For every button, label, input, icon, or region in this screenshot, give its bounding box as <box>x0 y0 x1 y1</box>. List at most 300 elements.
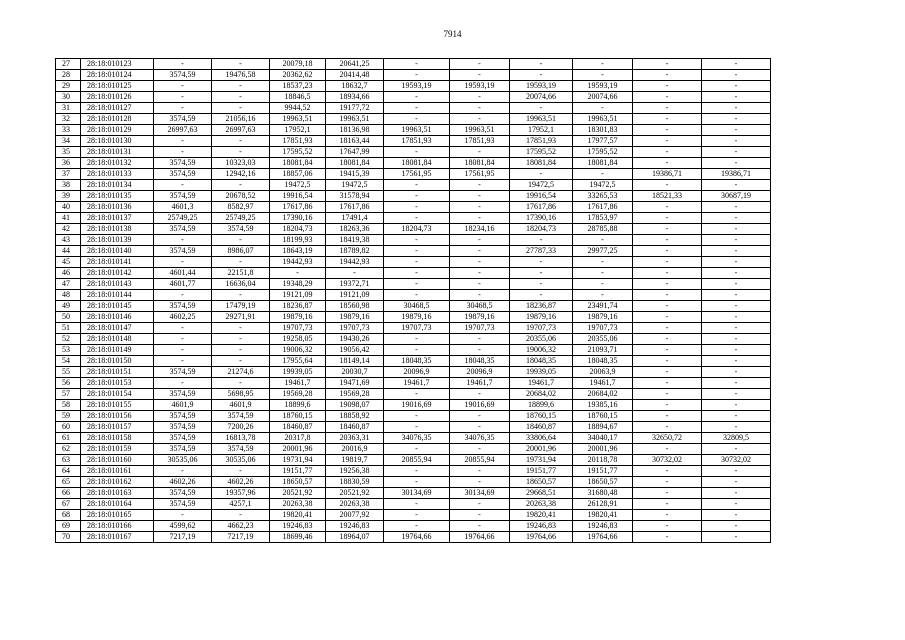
row-number-cell: 44 <box>56 246 81 257</box>
value-cell: 34040,17 <box>573 433 633 444</box>
table-row <box>56 279 771 290</box>
value-cell: 19593,19 <box>450 81 510 92</box>
value-cell: - <box>450 389 510 400</box>
row-number-cell: 39 <box>56 191 81 202</box>
value-cell: 19764,66 <box>510 532 573 543</box>
value-cell: - <box>212 92 270 103</box>
value-cell: - <box>702 70 771 81</box>
value-cell: - <box>633 345 702 356</box>
row-number-cell: 40 <box>56 202 81 213</box>
value-cell: 19098,07 <box>326 400 384 411</box>
value-cell: 19731,94 <box>270 455 326 466</box>
value-cell: 18964,07 <box>326 532 384 543</box>
value-cell: 21093,71 <box>573 345 633 356</box>
value-cell: - <box>154 92 212 103</box>
value-cell: - <box>702 59 771 70</box>
cadastral-code-cell: 28:18:010154 <box>81 389 154 400</box>
value-cell: - <box>384 521 450 532</box>
value-cell: 20118,78 <box>573 455 633 466</box>
value-cell: 33265,53 <box>573 191 633 202</box>
value-cell: - <box>573 257 633 268</box>
value-cell: - <box>450 411 510 422</box>
value-cell: - <box>212 81 270 92</box>
value-cell: 4257,1 <box>212 499 270 510</box>
cadastral-code-cell: 28:18:010150 <box>81 356 154 367</box>
value-cell: - <box>633 81 702 92</box>
value-cell: 20317,8 <box>270 433 326 444</box>
value-cell: - <box>702 521 771 532</box>
value-cell: 3574,59 <box>154 224 212 235</box>
value-cell: 17647,99 <box>326 147 384 158</box>
cadastral-code-cell: 28:18:010160 <box>81 455 154 466</box>
value-cell: - <box>702 125 771 136</box>
value-cell: - <box>702 499 771 510</box>
cadastral-code-cell: 28:18:010137 <box>81 213 154 224</box>
value-cell: 19707,73 <box>384 323 450 334</box>
value-cell: - <box>212 323 270 334</box>
value-cell: 19916,54 <box>510 191 573 202</box>
row-number-cell: 52 <box>56 334 81 345</box>
value-cell: 19121,09 <box>270 290 326 301</box>
value-cell: - <box>633 224 702 235</box>
value-cell: 18650,57 <box>573 477 633 488</box>
value-cell: - <box>450 477 510 488</box>
value-cell: 20521,92 <box>326 488 384 499</box>
value-cell: - <box>212 510 270 521</box>
value-cell: - <box>633 114 702 125</box>
value-cell: 19707,73 <box>326 323 384 334</box>
value-cell: 25749,25 <box>212 213 270 224</box>
value-cell: 17617,86 <box>270 202 326 213</box>
value-cell: - <box>450 466 510 477</box>
value-cell: 30732,02 <box>633 455 702 466</box>
value-cell: 17617,86 <box>573 202 633 213</box>
value-cell: 18236,87 <box>510 301 573 312</box>
value-cell: - <box>450 147 510 158</box>
value-cell: 18263,36 <box>326 224 384 235</box>
value-cell: 19151,77 <box>270 466 326 477</box>
value-cell: - <box>702 180 771 191</box>
value-cell: 30535,06 <box>154 455 212 466</box>
value-cell: - <box>154 334 212 345</box>
value-cell: 21056,16 <box>212 114 270 125</box>
value-cell: 19764,66 <box>450 532 510 543</box>
value-cell: 18650,57 <box>270 477 326 488</box>
value-cell: - <box>633 257 702 268</box>
value-cell: - <box>702 268 771 279</box>
row-number-cell: 35 <box>56 147 81 158</box>
row-number-cell: 57 <box>56 389 81 400</box>
value-cell: - <box>384 213 450 224</box>
value-cell: 34076,35 <box>384 433 450 444</box>
value-cell: 19151,77 <box>573 466 633 477</box>
cadastral-code-cell: 28:18:010130 <box>81 136 154 147</box>
value-cell: 18560,98 <box>326 301 384 312</box>
value-cell: - <box>633 400 702 411</box>
value-cell: - <box>633 422 702 433</box>
value-cell: 32809,5 <box>702 433 771 444</box>
value-cell: 3574,59 <box>154 444 212 455</box>
cadastral-code-cell: 28:18:010136 <box>81 202 154 213</box>
value-cell: 3574,59 <box>154 488 212 499</box>
value-cell: 19879,16 <box>270 312 326 323</box>
cadastral-code-cell: 28:18:010126 <box>81 92 154 103</box>
table-row <box>56 367 771 378</box>
value-cell: 20263,38 <box>270 499 326 510</box>
value-cell: - <box>450 334 510 345</box>
data-table <box>55 58 771 543</box>
value-cell: - <box>633 125 702 136</box>
value-cell: 3574,59 <box>154 158 212 169</box>
row-number-cell: 47 <box>56 279 81 290</box>
value-cell: - <box>510 279 573 290</box>
value-cell: 17561,95 <box>384 169 450 180</box>
value-cell: - <box>633 466 702 477</box>
value-cell: 17479,19 <box>212 301 270 312</box>
value-cell: 4602,25 <box>154 312 212 323</box>
value-cell: 19461,7 <box>573 378 633 389</box>
table-row <box>56 323 771 334</box>
value-cell: - <box>450 345 510 356</box>
value-cell: 20077,92 <box>326 510 384 521</box>
value-cell: 3574,59 <box>154 422 212 433</box>
value-cell: 3574,59 <box>154 114 212 125</box>
value-cell: 20678,52 <box>212 191 270 202</box>
value-cell: - <box>384 268 450 279</box>
value-cell: - <box>702 323 771 334</box>
value-cell: - <box>450 70 510 81</box>
value-cell: - <box>154 466 212 477</box>
value-cell: - <box>384 334 450 345</box>
value-cell: 7217,19 <box>212 532 270 543</box>
value-cell: - <box>510 268 573 279</box>
value-cell: 19246,83 <box>510 521 573 532</box>
value-cell: 20263,38 <box>510 499 573 510</box>
value-cell: - <box>450 290 510 301</box>
table-row <box>56 59 771 70</box>
row-number-cell: 66 <box>56 488 81 499</box>
value-cell: 30732,02 <box>702 455 771 466</box>
value-cell: - <box>510 290 573 301</box>
table-row <box>56 290 771 301</box>
value-cell: - <box>450 499 510 510</box>
value-cell: - <box>702 114 771 125</box>
table-row <box>56 334 771 345</box>
value-cell: - <box>633 510 702 521</box>
table-row <box>56 114 771 125</box>
value-cell: 20684,02 <box>510 389 573 400</box>
value-cell: 18048,35 <box>450 356 510 367</box>
value-cell: 26128,91 <box>573 499 633 510</box>
value-cell: 19939,05 <box>510 367 573 378</box>
value-cell: 20362,62 <box>270 70 326 81</box>
row-number-cell: 33 <box>56 125 81 136</box>
value-cell: 25749,25 <box>154 213 212 224</box>
value-cell: - <box>702 444 771 455</box>
cadastral-code-cell: 28:18:010124 <box>81 70 154 81</box>
value-cell: 18760,15 <box>510 411 573 422</box>
value-cell: - <box>702 378 771 389</box>
table-row <box>56 191 771 202</box>
table-row <box>56 400 771 411</box>
value-cell: 18081,84 <box>450 158 510 169</box>
row-number-cell: 28 <box>56 70 81 81</box>
value-cell: 18857,06 <box>270 169 326 180</box>
value-cell: - <box>384 444 450 455</box>
value-cell: 19357,96 <box>212 488 270 499</box>
table-row <box>56 92 771 103</box>
page-number: 7914 <box>443 29 462 39</box>
value-cell: 18081,84 <box>510 158 573 169</box>
value-cell: 19461,7 <box>270 378 326 389</box>
cadastral-code-cell: 28:18:010149 <box>81 345 154 356</box>
value-cell: - <box>154 510 212 521</box>
value-cell: 19430,26 <box>326 334 384 345</box>
value-cell: - <box>154 290 212 301</box>
value-cell: - <box>212 147 270 158</box>
value-cell: - <box>450 191 510 202</box>
value-cell: - <box>633 180 702 191</box>
table-row <box>56 103 771 114</box>
value-cell: - <box>270 268 326 279</box>
value-cell: 19461,7 <box>510 378 573 389</box>
value-cell: - <box>450 510 510 521</box>
value-cell: 3574,59 <box>212 224 270 235</box>
value-cell: 8582,97 <box>212 202 270 213</box>
value-cell: - <box>702 477 771 488</box>
value-cell: 18934,66 <box>326 92 384 103</box>
value-cell: - <box>633 499 702 510</box>
value-cell: 3574,59 <box>154 169 212 180</box>
value-cell: - <box>384 70 450 81</box>
value-cell: - <box>326 268 384 279</box>
value-cell: 16636,04 <box>212 279 270 290</box>
value-cell: 4662,23 <box>212 521 270 532</box>
value-cell: 3574,59 <box>154 301 212 312</box>
value-cell: 19471,69 <box>326 378 384 389</box>
row-number-cell: 36 <box>56 158 81 169</box>
value-cell: 18199,93 <box>270 235 326 246</box>
value-cell: 19939,05 <box>270 367 326 378</box>
value-cell: - <box>702 257 771 268</box>
value-cell: - <box>450 279 510 290</box>
value-cell: - <box>702 488 771 499</box>
value-cell: 17390,16 <box>270 213 326 224</box>
value-cell: 19731,94 <box>510 455 573 466</box>
value-cell: 18894,67 <box>573 422 633 433</box>
value-cell: - <box>450 268 510 279</box>
cadastral-code-cell: 28:18:010138 <box>81 224 154 235</box>
value-cell: - <box>633 158 702 169</box>
value-cell: 18136,98 <box>326 125 384 136</box>
value-cell: - <box>702 290 771 301</box>
table-row <box>56 158 771 169</box>
value-cell: - <box>633 367 702 378</box>
value-cell: 19386,71 <box>702 169 771 180</box>
value-cell: - <box>212 466 270 477</box>
row-number-cell: 27 <box>56 59 81 70</box>
value-cell: 19879,16 <box>326 312 384 323</box>
value-cell: - <box>450 246 510 257</box>
value-cell: - <box>633 147 702 158</box>
value-cell: - <box>633 477 702 488</box>
value-cell: - <box>573 103 633 114</box>
table-row <box>56 246 771 257</box>
row-number-cell: 48 <box>56 290 81 301</box>
value-cell: 18521,33 <box>633 191 702 202</box>
value-cell: - <box>154 323 212 334</box>
value-cell: 19764,66 <box>573 532 633 543</box>
value-cell: 19879,16 <box>573 312 633 323</box>
row-number-cell: 56 <box>56 378 81 389</box>
value-cell: 17851,93 <box>384 136 450 147</box>
table-row <box>56 257 771 268</box>
table-body <box>56 59 771 543</box>
value-cell: 18760,15 <box>573 411 633 422</box>
value-cell: - <box>384 422 450 433</box>
value-cell: - <box>702 158 771 169</box>
row-number-cell: 65 <box>56 477 81 488</box>
row-number-cell: 45 <box>56 257 81 268</box>
row-number-cell: 38 <box>56 180 81 191</box>
value-cell: 18163,44 <box>326 136 384 147</box>
value-cell: 20096,9 <box>384 367 450 378</box>
row-number-cell: 41 <box>56 213 81 224</box>
value-cell: 19593,19 <box>573 81 633 92</box>
value-cell: - <box>633 488 702 499</box>
value-cell: 19385,16 <box>573 400 633 411</box>
value-cell: 18081,84 <box>270 158 326 169</box>
value-cell: 17595,52 <box>573 147 633 158</box>
cadastral-code-cell: 28:18:010127 <box>81 103 154 114</box>
cadastral-code-cell: 28:18:010158 <box>81 433 154 444</box>
value-cell: 3574,59 <box>154 246 212 257</box>
value-cell: 3574,59 <box>212 444 270 455</box>
value-cell: - <box>384 466 450 477</box>
cadastral-code-cell: 28:18:010131 <box>81 147 154 158</box>
value-cell: - <box>702 301 771 312</box>
value-cell: 5698,95 <box>212 389 270 400</box>
value-cell: - <box>450 180 510 191</box>
value-cell: - <box>384 411 450 422</box>
cadastral-code-cell: 28:18:010144 <box>81 290 154 301</box>
row-number-cell: 54 <box>56 356 81 367</box>
value-cell: 19820,41 <box>270 510 326 521</box>
value-cell: 4601,3 <box>154 202 212 213</box>
value-cell: - <box>573 59 633 70</box>
table-row <box>56 455 771 466</box>
value-cell: - <box>154 147 212 158</box>
row-number-cell: 64 <box>56 466 81 477</box>
cadastral-code-cell: 28:18:010134 <box>81 180 154 191</box>
value-cell: - <box>450 103 510 114</box>
table-row <box>56 312 771 323</box>
value-cell: 19963,51 <box>384 125 450 136</box>
value-cell: 19569,28 <box>270 389 326 400</box>
value-cell: 19442,93 <box>270 257 326 268</box>
value-cell: - <box>450 422 510 433</box>
cadastral-code-cell: 28:18:010147 <box>81 323 154 334</box>
value-cell: - <box>212 334 270 345</box>
value-cell: 10323,03 <box>212 158 270 169</box>
value-cell: 17851,93 <box>450 136 510 147</box>
value-cell: 19246,83 <box>326 521 384 532</box>
value-cell: 30468,5 <box>384 301 450 312</box>
value-cell: - <box>702 246 771 257</box>
value-cell: - <box>450 521 510 532</box>
value-cell: - <box>212 378 270 389</box>
value-cell: - <box>702 202 771 213</box>
value-cell: 31680,48 <box>573 488 633 499</box>
value-cell: - <box>154 345 212 356</box>
value-cell: - <box>633 444 702 455</box>
row-number-cell: 58 <box>56 400 81 411</box>
value-cell: 3574,59 <box>212 411 270 422</box>
value-cell: - <box>633 301 702 312</box>
value-cell: - <box>633 59 702 70</box>
value-cell: 19442,93 <box>326 257 384 268</box>
value-cell: - <box>702 466 771 477</box>
value-cell: - <box>384 345 450 356</box>
table-row <box>56 532 771 543</box>
value-cell: 7200,26 <box>212 422 270 433</box>
cadastral-code-cell: 28:18:010141 <box>81 257 154 268</box>
cadastral-code-cell: 28:18:010123 <box>81 59 154 70</box>
value-cell: 26997,63 <box>154 125 212 136</box>
value-cell: 18899,6 <box>270 400 326 411</box>
value-cell: 19006,32 <box>510 345 573 356</box>
value-cell: 30535,06 <box>212 455 270 466</box>
cadastral-code-cell: 28:18:010133 <box>81 169 154 180</box>
value-cell: 20414,48 <box>326 70 384 81</box>
value-cell: - <box>510 235 573 246</box>
row-number-cell: 51 <box>56 323 81 334</box>
table-row <box>56 202 771 213</box>
row-number-cell: 37 <box>56 169 81 180</box>
table-row <box>56 411 771 422</box>
value-cell: 18830,59 <box>326 477 384 488</box>
value-cell: 30468,5 <box>450 301 510 312</box>
cadastral-code-cell: 28:18:010143 <box>81 279 154 290</box>
value-cell: 20001,96 <box>573 444 633 455</box>
value-cell: - <box>702 279 771 290</box>
table-row <box>56 433 771 444</box>
table-row <box>56 477 771 488</box>
value-cell: 17853,97 <box>573 213 633 224</box>
value-cell: 16813,78 <box>212 433 270 444</box>
value-cell: 4602,26 <box>212 477 270 488</box>
table-row <box>56 444 771 455</box>
value-cell: - <box>384 103 450 114</box>
value-cell: 19177,72 <box>326 103 384 114</box>
value-cell: - <box>212 180 270 191</box>
row-number-cell: 62 <box>56 444 81 455</box>
row-number-cell: 60 <box>56 422 81 433</box>
cadastral-code-cell: 28:18:010167 <box>81 532 154 543</box>
value-cell: 19820,41 <box>573 510 633 521</box>
value-cell: 19569,28 <box>326 389 384 400</box>
value-cell: 20030,7 <box>326 367 384 378</box>
value-cell: - <box>384 191 450 202</box>
value-cell: 19258,05 <box>270 334 326 345</box>
value-cell: - <box>633 334 702 345</box>
value-cell: - <box>702 334 771 345</box>
value-cell: - <box>384 257 450 268</box>
value-cell: 20355,06 <box>573 334 633 345</box>
value-cell: - <box>633 378 702 389</box>
value-cell: 17595,52 <box>270 147 326 158</box>
value-cell: 18632,7 <box>326 81 384 92</box>
